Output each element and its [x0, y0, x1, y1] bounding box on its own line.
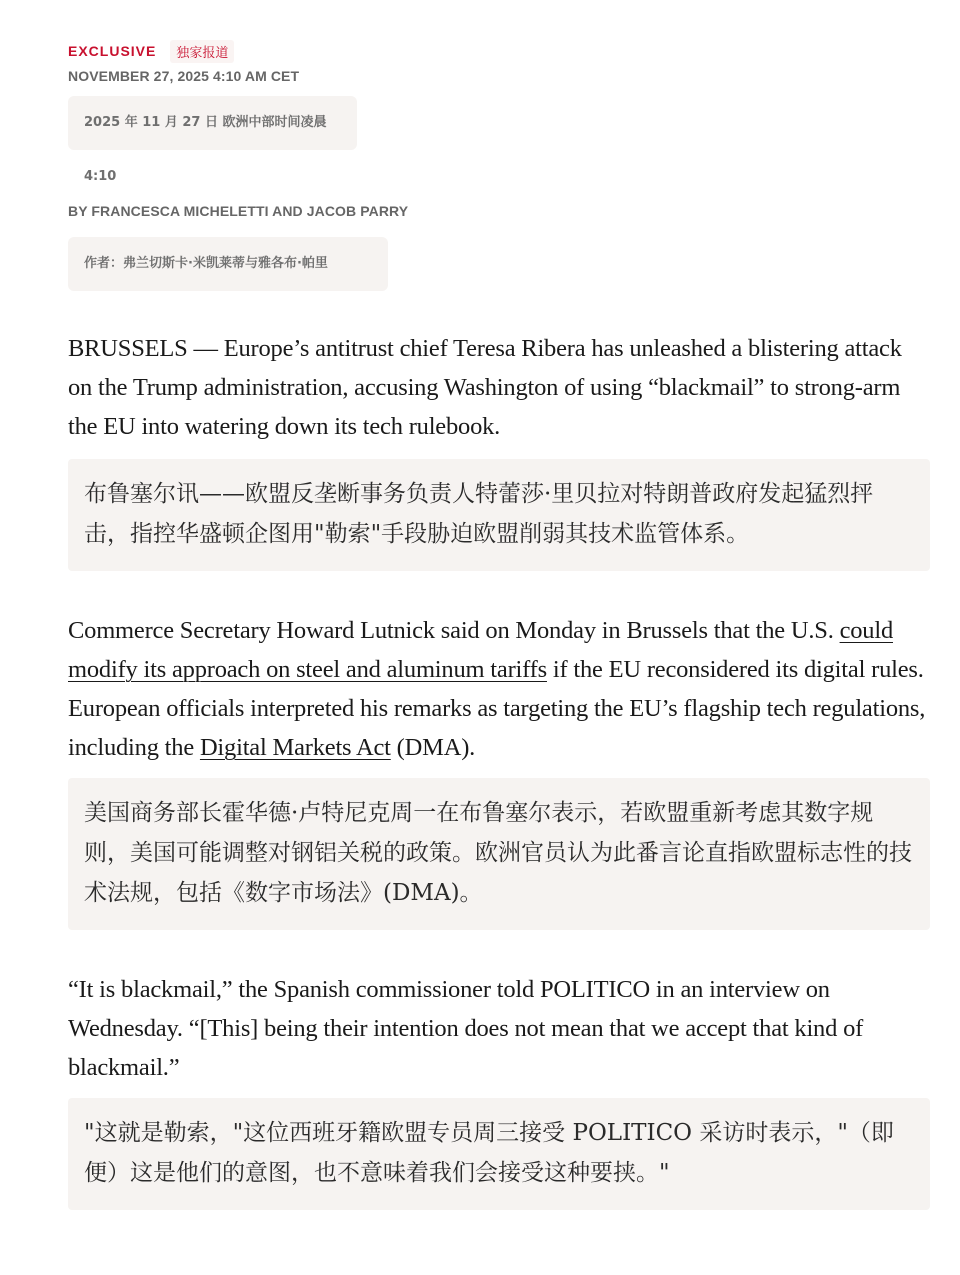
tariffs-link[interactable]: could modify its approach on steel and aluminum tariffs [68, 617, 893, 683]
kicker-row [68, 40, 930, 62]
byline: BY FRANCESCA MICHELETTI AND JACOB PARRY [68, 203, 409, 219]
article [68, 40, 930, 1210]
paragraph-3: “It is blackmail,” the Spanish commissioner told POLITICO in an interview on Wednesday. “[This] being their intention does not mean that we accept that kind of blackmail.” [68, 976, 864, 1081]
byline-translation: 作者：弗兰切斯卡·米凯莱蒂与雅各布·帕里 [68, 237, 388, 291]
publish-date-translation: 2025 年 11 月 27 日 欧洲中部时间凌晨 4:10 [68, 96, 357, 150]
digital-markets-act-link[interactable]: Digital Markets Act [199, 734, 391, 761]
paragraph-2-text-a: Commerce Secretary Howard Lutnick said on Monday in Brussels that the U.S. [68, 617, 840, 644]
paragraph-2-text-c: (DMA). [390, 734, 476, 761]
exclusive-label-translation: 独家报道 [170, 40, 234, 63]
paragraph-1-translation: 布鲁塞尔讯——欧盟反垄断事务负责人特蕾莎·里贝拉对特朗普政府发起猛烈抨击，指控华盛顿企图用"勒索"手段胁迫欧盟削弱其技术监管体系。 [68, 459, 930, 571]
paragraph-1: BRUSSELS — Europe’s antitrust chief Teresa Ribera has unleashed a blistering attack on the Trump administration, accusing Washington of using “blackmail” to strong-arm the EU into watering down its tech rulebook. [68, 335, 902, 440]
exclusive-label: EXCLUSIVE [68, 43, 157, 59]
paragraph-3-translation: "这就是勒索，"这位西班牙籍欧盟专员周三接受 POLITICO 采访时表示，"（即便）这是他们的意图，也不意味着我们会接受这种要挟。" [68, 1098, 930, 1210]
publish-date: NOVEMBER 27, 2025 4:10 AM CET [68, 68, 300, 84]
paragraph-2 [68, 611, 930, 767]
paragraph-2-translation: 美国商务部长霍华德·卢特尼克周一在布鲁塞尔表示，若欧盟重新考虑其数字规则，美国可能调整对钢铝关税的政策。欧洲官员认为此番言论直指欧盟标志性的技术法规，包括《数字市场法》(DMA)。 [68, 778, 930, 930]
paragraph-2-text-b: if the EU reconsidered its digital rules. European officials interpreted his remarks as targeting the EU’s flagship tech regulations, including the [68, 656, 926, 761]
